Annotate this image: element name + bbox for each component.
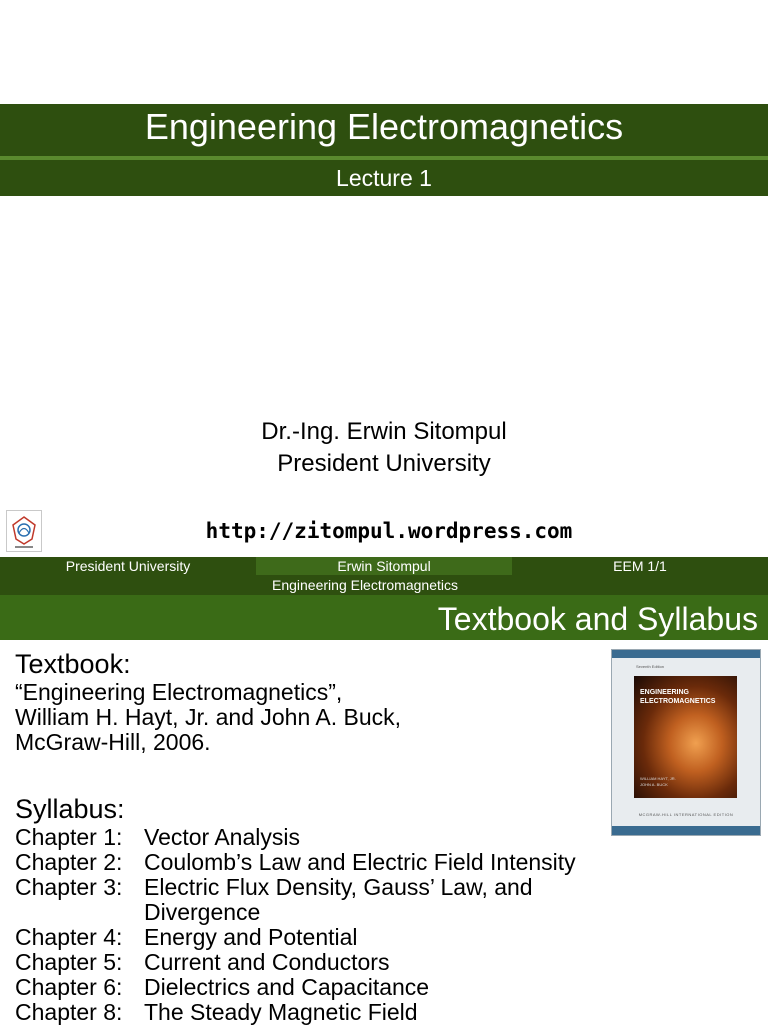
textbook-publisher-line: McGraw-Hill, 2006. [15, 729, 211, 755]
book-publisher: MCGRAW-HILL INTERNATIONAL EDITION [638, 812, 734, 817]
chapter-number: Chapter 1: [15, 824, 123, 850]
chapter-number: Chapter 5: [15, 949, 123, 975]
slide-footer [0, 557, 768, 595]
author-name: Dr.-Ing. Erwin Sitompul [261, 418, 507, 445]
slide-title: Engineering Electromagnetics [0, 104, 768, 156]
book-edition: Seventh Edition [636, 664, 665, 669]
chapter-title: Electric Flux Density, Gauss’ Law, and Divergence [144, 874, 533, 925]
chapter-title: Energy and Potential [144, 924, 358, 950]
author-block [0, 416, 768, 480]
chapter-title: Coulomb’s Law and Electric Field Intensity [144, 849, 576, 875]
footer-university: President University [65, 558, 191, 574]
textbook-slide-title: Textbook and Syllabus [437, 601, 758, 637]
institution-name: President University [277, 450, 491, 477]
chapter-title: The Steady Magnetic Field [144, 999, 418, 1025]
chapter-number: Chapter 2: [15, 849, 123, 875]
chapter-title: Current and Conductors [144, 949, 390, 975]
book-cover-title: ENGINEERING ELECTROMAGNETICS [640, 689, 716, 705]
textbook-cover-image [611, 649, 761, 836]
book-bottom-bar [612, 826, 760, 835]
book-cover-art [634, 676, 737, 798]
chapter-number: Chapter 3: [15, 874, 123, 900]
textbook-authors-line: William H. Hayt, Jr. and John A. Buck, [15, 704, 402, 730]
syllabus-item [15, 950, 615, 975]
syllabus-heading: Syllabus: [15, 794, 125, 824]
chapter-number: Chapter 6: [15, 974, 123, 1000]
syllabus-item [15, 1000, 615, 1025]
syllabus-item [15, 975, 615, 1000]
textbook-slide-header [0, 595, 768, 640]
textbook-heading: Textbook: [15, 649, 131, 679]
syllabus-item [15, 825, 615, 850]
chapter-title: Vector Analysis [144, 824, 300, 850]
chapter-title: Dielectrics and Capacitance [144, 974, 430, 1000]
syllabus-item [15, 850, 615, 875]
book-top-bar [612, 650, 760, 658]
syllabus-item [15, 925, 615, 950]
syllabus-item [15, 875, 594, 925]
textbook-slide-content [15, 648, 615, 1025]
lecture-label: Lecture 1 [0, 160, 768, 196]
website-link[interactable]: http://zitompul.wordpress.com [205, 519, 573, 543]
chapter-number: Chapter 4: [15, 924, 123, 950]
footer-author: Erwin Sitompul [337, 558, 431, 574]
footer-slide-number: EEM 1/1 [613, 558, 667, 574]
chapter-number: Chapter 8: [15, 999, 123, 1025]
footer-course-name: Engineering Electromagnetics [262, 575, 468, 595]
textbook-title-line: “Engineering Electromagnetics”, [15, 679, 343, 705]
book-cover-authors: WILLIAM HAYT, JR. JOHN A. BUCK [640, 776, 676, 787]
